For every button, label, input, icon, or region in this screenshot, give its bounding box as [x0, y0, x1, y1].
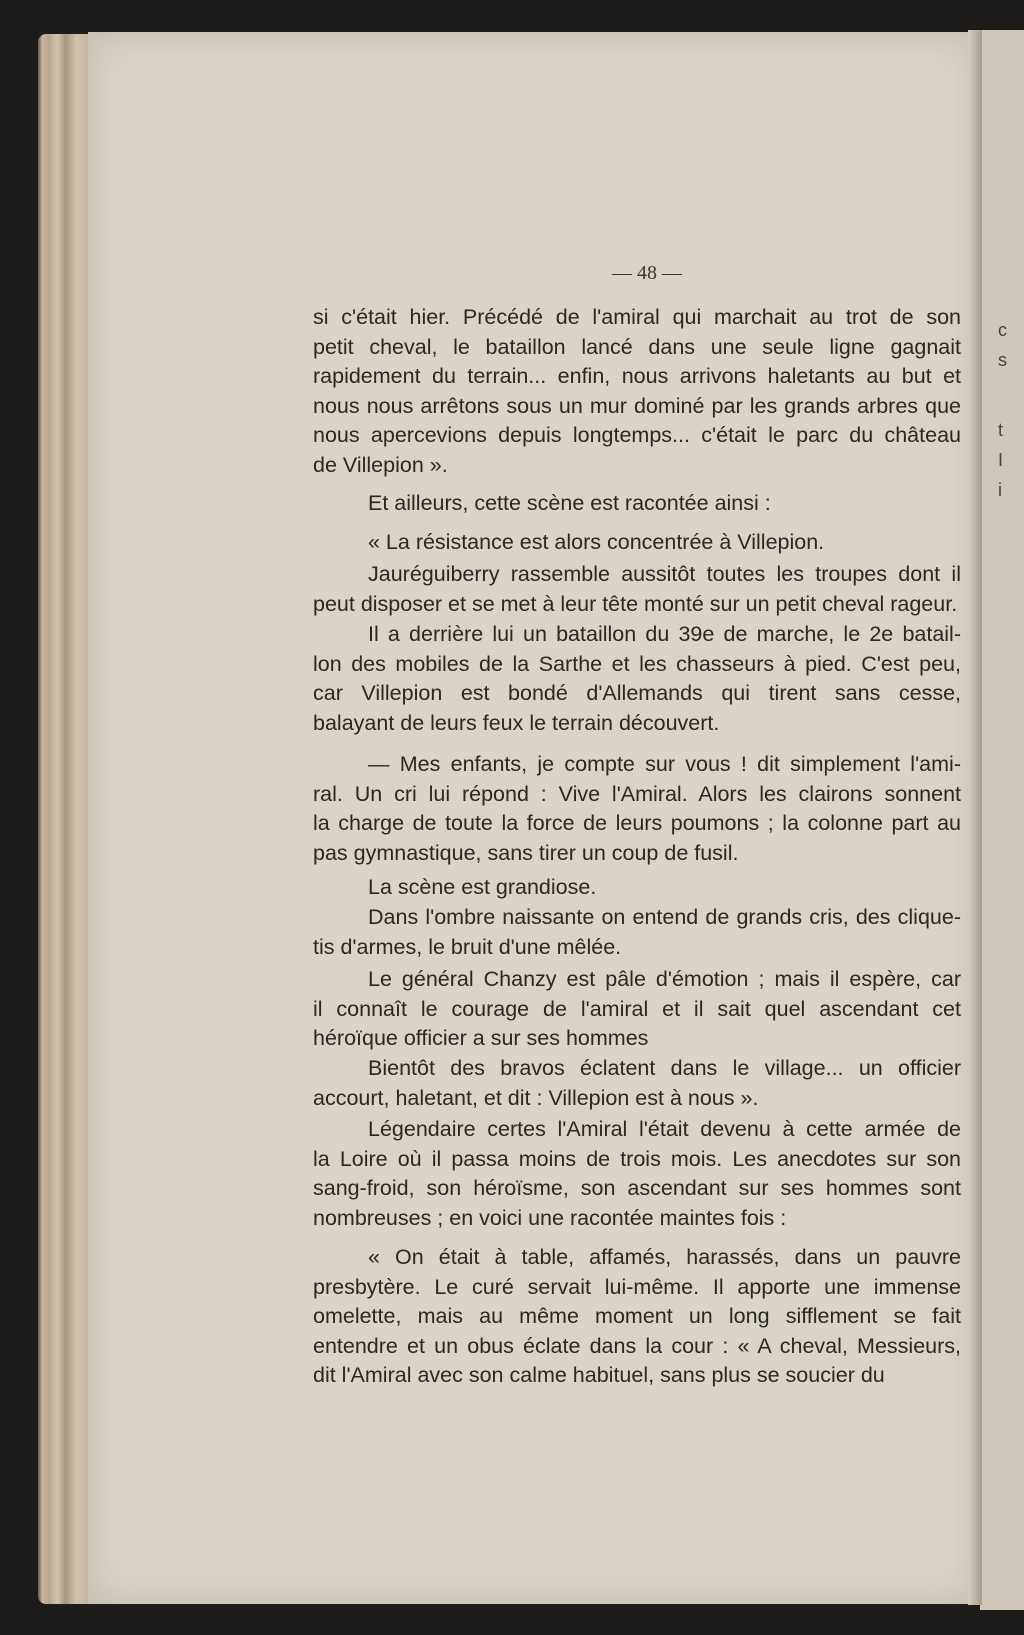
text-line: rapidement du terrain... enfin, nous arrivons haletants au but et [313, 364, 961, 388]
next-page-fragment: i [998, 480, 1002, 500]
text-line: si c'était hier. Précédé de l'amiral qui marchait au trot de son [313, 305, 961, 329]
text-line: lon des mobiles de la Sarthe et les chasseurs à pied. C'est peu, [313, 651, 961, 676]
text-line: tis d'armes, le bruit d'une mêlée. [313, 934, 622, 959]
paragraph [313, 1243, 961, 1391]
text-line: Le général Chanzy est pâle d'émotion ; mais il espère, car [368, 967, 961, 991]
text-line: la Loire où il passa moins de trois mois. Les anecdotes sur son [313, 1146, 961, 1171]
text-line: Et ailleurs, cette scène est racontée ainsi : [368, 491, 771, 515]
next-page-fragment: c [998, 320, 1007, 340]
text-line: presbytère. Le curé servait lui-même. Il apporte une immense [313, 1274, 961, 1299]
text-line: pas gymnastique, sans tirer un coup de fusil. [313, 840, 739, 865]
text-line: il connaît le courage de l'amiral et il sait quel ascendant cet [313, 996, 961, 1021]
text-line: Il a derrière lui un bataillon du 39e de marche, le 2e batail- [368, 622, 961, 646]
paragraph [313, 489, 961, 519]
paragraph [313, 620, 961, 738]
text-line: la charge de toute la force de leurs poumons ; la colonne part au [313, 811, 961, 835]
text-line: petit cheval, le bataillon lancé dans une seule ligne gagnait [313, 334, 961, 359]
paragraph [313, 903, 961, 962]
text-line: ral. Un cri lui répond : Vive l'Amiral. Alors les clairons sonnent [313, 781, 961, 806]
text-line: héroïque officier a sur ses hommes [313, 1026, 649, 1050]
next-page-fragment: I [998, 450, 1004, 470]
page-number: — 48 — [612, 262, 682, 284]
text-line: « On était à table, affamés, harassés, dans un pauvre [368, 1245, 961, 1269]
paragraph [313, 750, 961, 868]
paragraph [313, 1054, 961, 1113]
paragraph [313, 873, 961, 903]
paragraph [313, 560, 961, 619]
paragraph [313, 303, 961, 480]
text-line: Dans l'ombre naissante on entend de grands cris, des clique- [368, 905, 961, 929]
text-line: nombreuses ; en voici une racontée maintes fois : [313, 1205, 787, 1230]
text-line: accourt, haletant, et dit : Villepion est à nous ». [313, 1085, 759, 1110]
text-line: omelette, mais au même moment un long sifflement se fait [313, 1304, 961, 1328]
next-page-fragment: s [998, 350, 1007, 370]
paragraph [313, 965, 961, 1054]
text-line: nous apercevions depuis longtemps... c'était le parc du château [313, 423, 961, 447]
text-line: de Villepion ». [313, 452, 448, 477]
text-line: balayant de leurs feux le terrain découvert. [313, 710, 720, 735]
next-page-fragment: t [998, 420, 1004, 440]
text-line: Légendaire certes l'Amiral l'était devenu à cette armée de [368, 1117, 961, 1141]
text-line: car Villepion est bondé d'Allemands qui tirent sans cesse, [313, 681, 961, 705]
text-line: nous nous arrêtons sous un mur dominé par les grands arbres que [313, 393, 961, 418]
text-line: peut disposer et se met à leur tête monté sur un petit cheval rageur. [313, 591, 958, 616]
text-line: « La résistance est alors concentrée à Villepion. [368, 530, 825, 554]
text-line: — Mes enfants, je compte sur vous ! dit simplement l'ami- [368, 752, 961, 776]
text-line: dit l'Amiral avec son calme habituel, sans plus se soucier du [313, 1363, 885, 1387]
text-line: entendre et un obus éclate dans la cour : « A cheval, Messieurs, [313, 1333, 961, 1358]
text-line: La scène est grandiose. [368, 875, 597, 899]
text-line: sang-froid, son héroïsme, son ascendant sur ses hommes sont [313, 1176, 961, 1200]
paragraph [313, 528, 961, 558]
text-line: Jauréguiberry rassemble aussitôt toutes les troupes dont il [368, 562, 961, 586]
paragraph [313, 1115, 961, 1233]
text-line: Bientôt des bravos éclatent dans le village... un officier [368, 1056, 961, 1080]
